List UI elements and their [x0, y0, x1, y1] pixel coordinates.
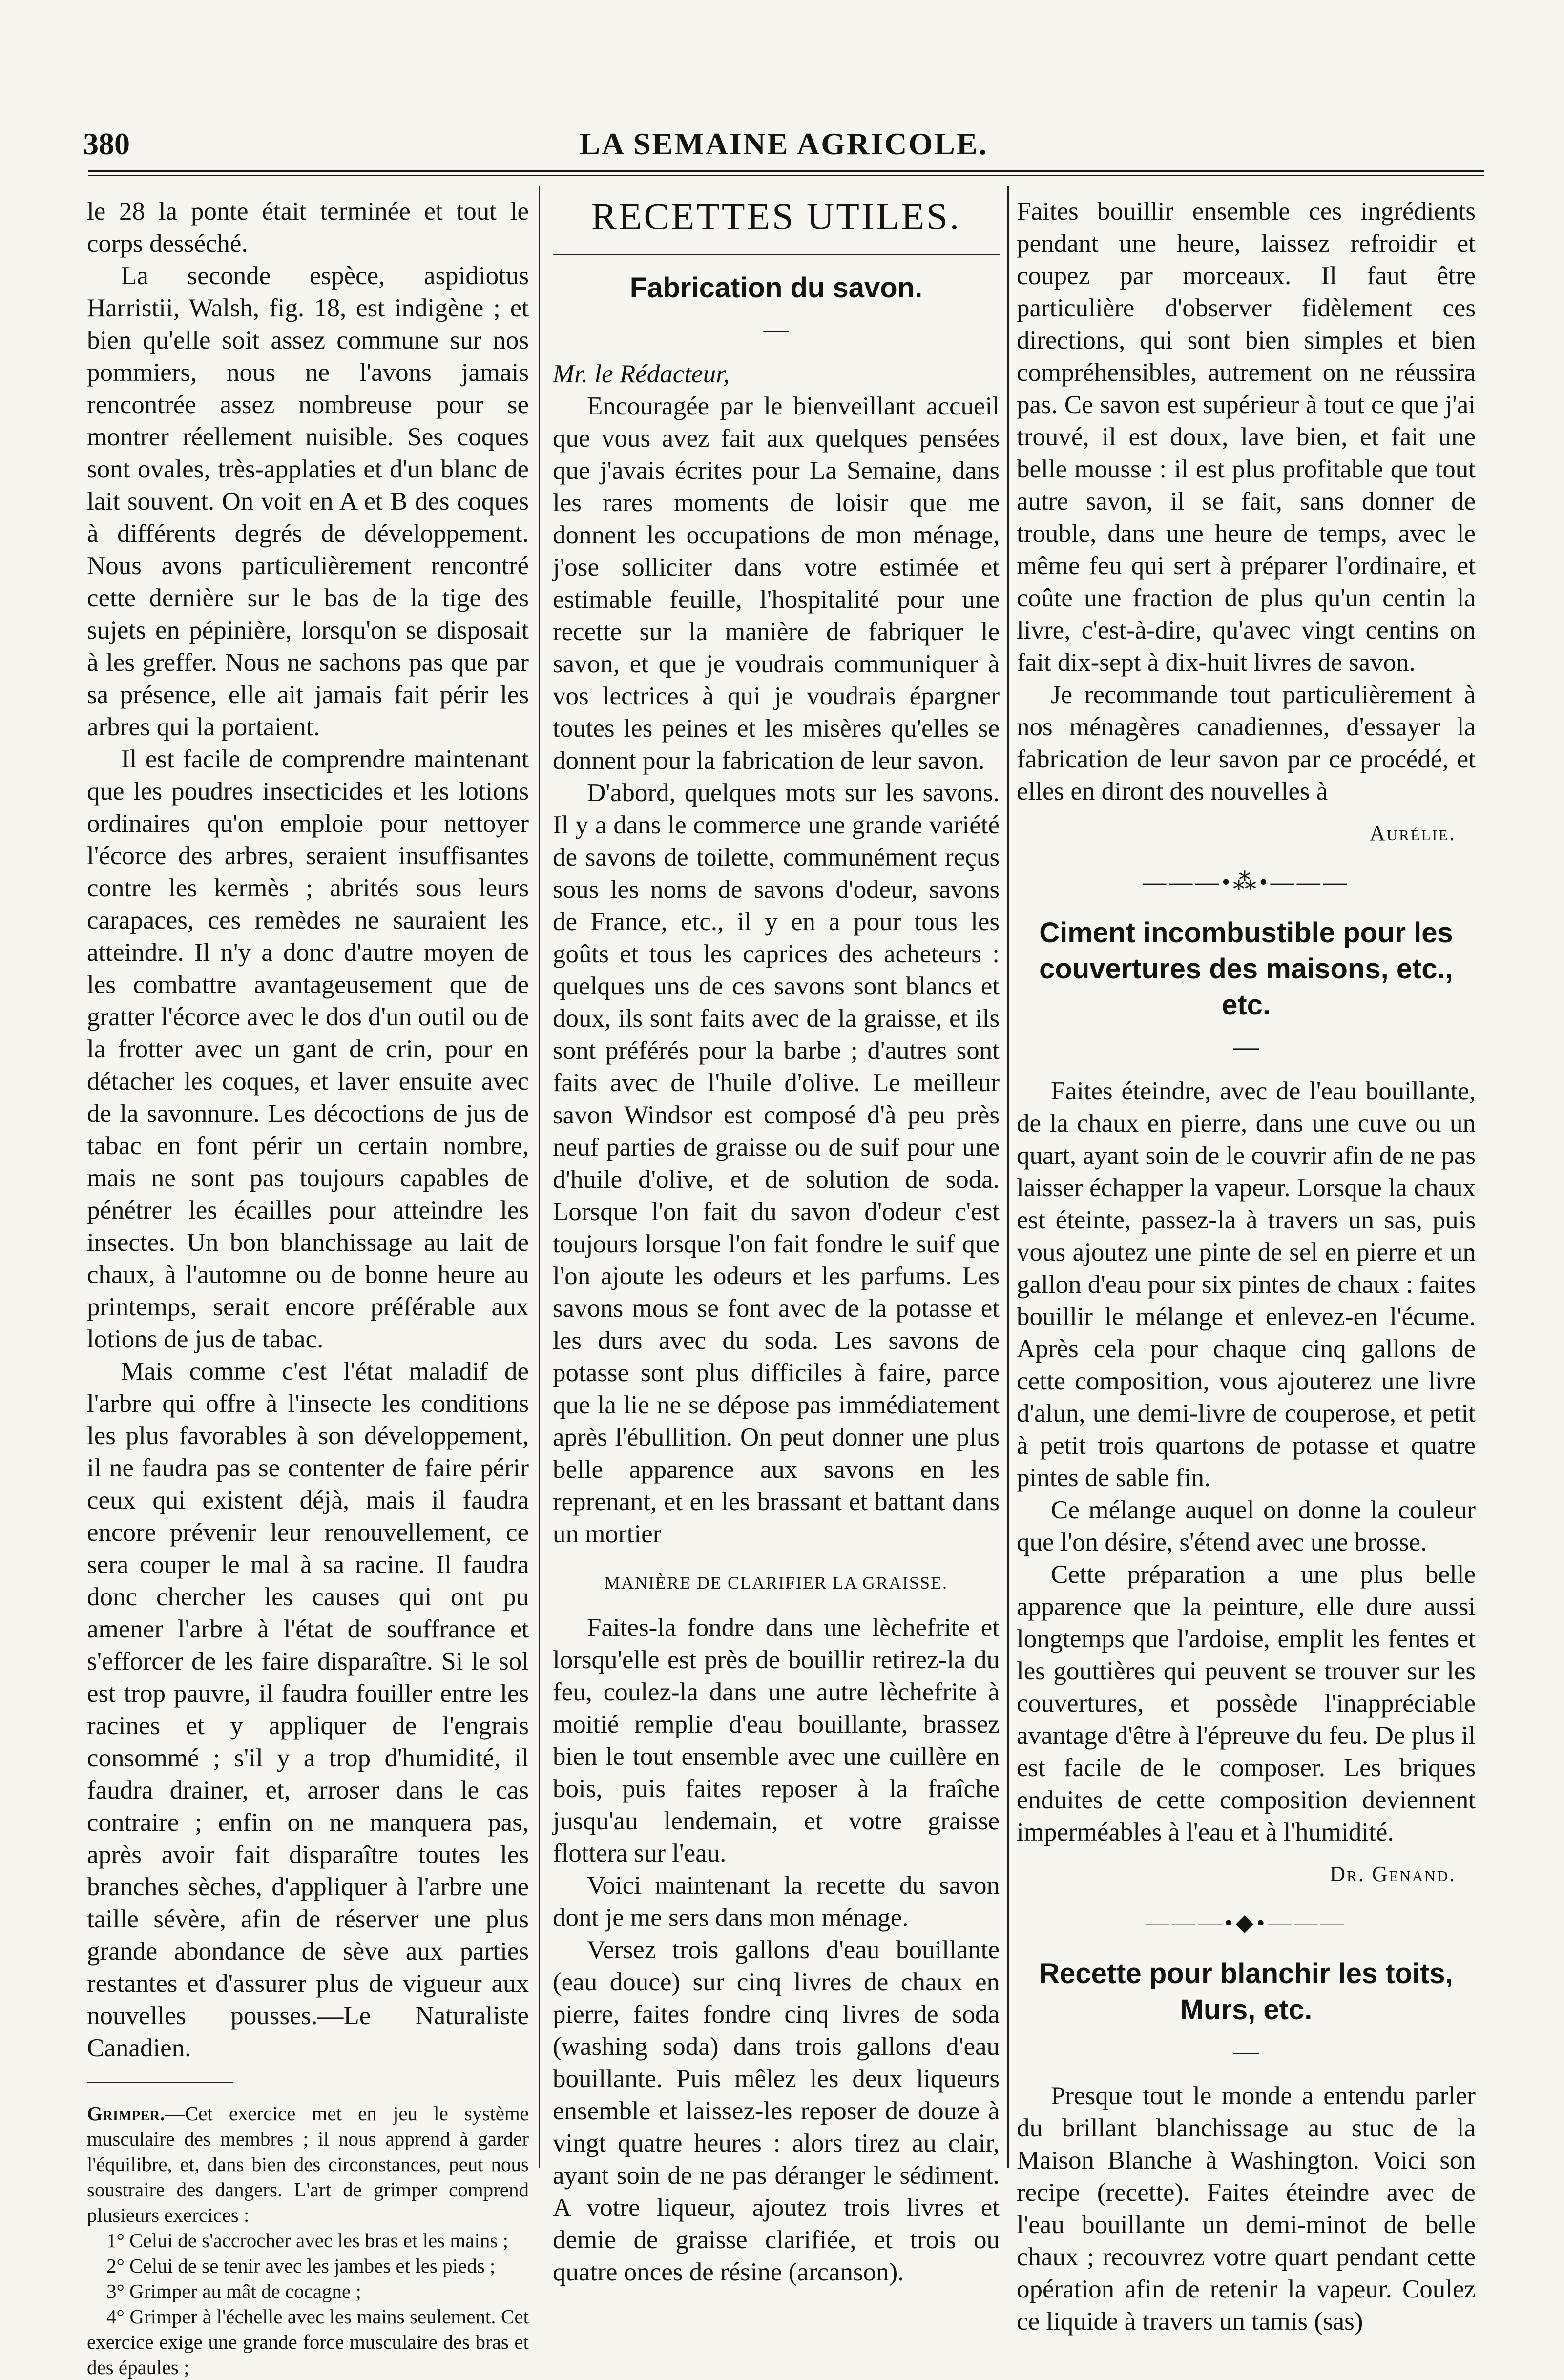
paragraph: Voici maintenant la recette du savon dont je me sers dans mon ménage.	[553, 1871, 1000, 1932]
footnote-rule	[87, 2082, 233, 2083]
running-title: LA SEMAINE AGRICOLE.	[579, 126, 988, 161]
paragraph: Je recommande tout particulièrement à nos ménagères canadiennes, d'essayer la fabrication de leur savon par ce procédé, et elles en diront des nouvelles à	[1017, 681, 1476, 806]
column-divider-1	[539, 186, 540, 2168]
paragraph: Faites-la fondre dans une lèchefrite et lorsqu'elle est près de bouillir retirez-la du feu, coulez-la dans une autre lèchefrite à moitié remplie d'eau bouillante, brassez bien le tout ensemble avec une cuillère en bois, puis faites reposer à la fraîche jusqu'au lendemain, et votre graisse flottera sur l'eau.	[553, 1614, 1000, 1867]
paragraph: Il est facile de comprendre maintenant que les poudres insecticides et les lotions ordinaires qu'on emploie pour nettoyer l'écorce des arbres, seraient insuffisantes contre les kermès ; abrités sous leurs carapaces, ces remèdes ne sauraient les atteindre. Il n'y a donc d'autre moyen de les combattre avantageusement que de gratter l'écorce avec le dos d'un outil ou de la frotter avec un gant de crin, pour en détacher les coques, et laver ensuite avec de la savonnure. Les décoctions de jus de tabac en font périr un certain nombre, mais ne sont pas toujours capables de pénétrer les écailles pour atteindre les insectes. Un bon blanchissage au lait de chaux, à l'automne ou de bonne heure au printemps, serait encore préférable aux lotions de jus de tabac.	[87, 745, 529, 1353]
page-number: 380	[83, 126, 130, 161]
sub-heading: MANIÈRE DE CLARIFIER LA GRAISSE.	[604, 1573, 948, 1593]
section-rule	[553, 254, 1000, 255]
column-3	[1017, 195, 1476, 2336]
footnote-intro: —Cet exercice met en jeu le système musculaire des membres ; il nous apprend à garder l'équilibre, et, dans bien des circonstances, peut nous soustraire des dangers. L'art de grimper comprend plusieurs exercices :	[87, 2102, 529, 2226]
footnote-item: 1° Celui de s'accrocher avec les bras et les mains ;	[106, 2229, 508, 2252]
paragraph: D'abord, quelques mots sur les savons. Il y a dans le commerce une grande variété de savons de toilette, communément reçus sous les noms de savons d'odeur, savons de France, etc., il y en a pour tous les goûts et tous les caprices des acheteurs : quelques uns de ces savons sont blancs et doux, ils sont faits avec de la graisse, et ils sont préférés pour la barbe ; d'autres sont faits avec de l'huile d'olive. Le meilleur savon Windsor est composé d'à peu près neuf parties de graisse ou de suif pour une d'huile d'olive, et de solution de soda. Lorsque l'on fait du savon d'odeur c'est toujours lorsque l'on fait fondre le suif que l'on ajoute les odeurs et les parfums. Les savons mous se font avec de la potasse et les durs avec du soda. Les savons de potasse sont plus difficiles à faire, parce que la lie ne se dépose pas immédiatement après l'ébullition. On peut donner une plus belle apparence aux savons en les reprenant, et en les brassant et battant dans un mortier	[553, 779, 1000, 1548]
header-rule	[88, 170, 1484, 176]
footnote-item: 2° Celui de se tenir avec les jambes et les pieds ;	[106, 2255, 496, 2277]
ornament: ———•◆•———	[1145, 1910, 1347, 1936]
salutation: Mr. le Rédacteur,	[553, 360, 730, 388]
footnote-item: 4° Grimper à l'échelle avec les mains seulement. Cet exercice exige une grande force musculaire des bras et des épaules ;	[87, 2305, 529, 2379]
column-divider-2	[1007, 186, 1009, 2168]
title-dash: —	[1233, 2038, 1259, 2066]
paragraph: Encouragée par le bienveillant accueil que vous avez fait aux quelques pensées que j'avais écrites pour La Semaine, dans les rares moments de loisir que me donnent les occupations de mon ménage, j'ose solliciter dans votre estimée et estimable feuille, l'hospitalité pour une recette sur la manière de fabriquer le savon, et que je voudrais communiquer à vos lectrices à qui je voudrais épargner toutes les peines et les misères qu'elles se donnent pour la fabrication de leur savon.	[553, 392, 1000, 775]
title-dash: —	[1233, 1033, 1259, 1061]
signature: Dr. Genand.	[1330, 1862, 1456, 1886]
paragraph: Faites éteindre, avec de l'eau bouillante, de la chaux en pierre, dans une cuve ou un quart, ayant soin de le couvrir afin de ne pas laisser échapper la vapeur. Lorsque la chaux est éteinte, passez-la à travers un sas, puis vous ajoutez une pinte de sel en pierre et un gallon d'eau pour six pintes de chaux : faites bouillir le mélange et enlevez-en l'écume. Après cela pour chaque cinq gallons de cette composition, vous ajouterez une livre d'alun, une demi-livre de couperose, et petit à petit trois quartons de potasse et quatre pintes de sable fin.	[1017, 1077, 1476, 1492]
title-dash: —	[763, 316, 789, 344]
article-title: Fabrication du savon.	[629, 272, 923, 304]
paragraph: La seconde espèce, aspidiotus Harristii, Walsh, fig. 18, est indigène ; et bien qu'elle soit assez commune sur nos pommiers, nous ne l'avons jamais rencontrée assez nombreuse pour se montrer réellement nuisible. Ses coques sont ovales, très-applaties et d'un blanc de lait souvent. On voit en A et B des coques à différents degrés de développement. Nous avons particulièrement rencontré cette dernière sur le bas de la tige des sujets en pépinière, lorsqu'on se disposait à les greffer. Nous ne sachons pas que par sa présence, elle ait jamais fait périr les arbres qui la portaient.	[87, 262, 529, 741]
paragraph: Faites bouillir ensemble ces ingrédients pendant une heure, laissez refroidir et coupez par morceaux. Il faut être particulière d'observer fidèlement ces directions, qui sont bien simples et bien compréhensibles, autrement on ne réussira pas. Ce savon est supérieur à tout ce que j'ai trouvé, il est doux, lave bien, et fait une belle mousse : il est plus profitable que tout autre savon, il se fait, sans donner de trouble, dans une heure de temps, avec le même feu qui sert à préparer l'ordinaire, et coûte une fraction de plus qu'un centin la livre, c'est-à-dire, qu'avec vingt centins on fait dix-sept à dix-huit livres de savon.	[1017, 197, 1476, 677]
paragraph: le 28 la ponte était terminée et tout le corps desséché.	[87, 197, 529, 258]
article-title: Recette pour blanchir les toits, Murs, etc.	[1039, 1958, 1453, 2026]
ornament: ———•⁂•———	[1143, 869, 1350, 895]
page-header	[83, 126, 1484, 175]
article-title: Ciment incombustible pour les couvertures des maisons, etc., etc.	[1039, 917, 1453, 1021]
paragraph: Versez trois gallons d'eau bouillante (eau douce) sur cinq livres de chaux en pierre, faites fondre cinq livres de soda (washing soda) dans trois gallons d'eau bouillante. Puis mêlez les deux liqueurs ensemble et laissez-les reposer de douze à vingt quatre heures : alors tirez au clair, ayant soin de ne pas déranger le sédiment. A votre liqueur, ajoutez trois livres et demie de graisse clarifiée, et trois ou quatre onces de résine (arcanson).	[553, 1936, 1000, 2286]
paragraph: Cette préparation a une plus belle apparence que la peinture, elle dure aussi longtemps que l'ardoise, emplit les fentes et les gouttières qui peuvent se trouver sur les couvertures, et possède l'inappréciable avantage d'être à l'épreuve du feu. De plus il est facile de le composer. Les briques enduites de cette composition deviennent imperméables à l'eau et à l'humidité.	[1017, 1560, 1476, 1846]
footnote	[87, 2101, 529, 2380]
signature: Aurélie.	[1370, 821, 1456, 845]
column-1	[87, 195, 529, 2379]
footnote-head: Grimper.	[87, 2102, 165, 2125]
paragraph: Mais comme c'est l'état maladif de l'arbre qui offre à l'insecte les conditions les plus favorables à son développement, il ne faudra pas se contenter de faire périr ceux qui existent déjà, mais il faudra encore prévenir leur renouvellement, ce sera couper le mal à sa racine. Il faudra donc chercher les causes qui ont pu amener l'arbre à l'état de souffrance et s'efforcer de les faire disparaître. Si le sol est trop pauvre, il faudra fouiller entre les racines et y appliquer de l'engrais consommé ; s'il y a trop d'humidité, il faudra drainer, et, arroser dans le cas contraire ; enfin on ne manquera pas, après avoir fait disparaître toutes les branches sèches, d'appliquer à l'arbre une taille sévère, afin de réserver une plus grande abondance de sève aux parties restantes et d'assurer plus de vigueur aux nouvelles pousses.—Le Naturaliste Canadien.	[87, 1357, 529, 2062]
paragraph: Presque tout le monde a entendu parler du brillant blanchissage au stuc de la Maison Blanche à Washington. Voici son recipe (recette). Faites éteindre avec de l'eau bouillante un demi-minot de belle chaux ; recouvrez votre quart pendant cette opération afin de retenir la vapeur. Coulez ce liquide à travers un tamis (sas)	[1017, 2082, 1476, 2336]
column-2	[553, 195, 1000, 2286]
section-title: RECETTES UTILES.	[591, 195, 961, 237]
paragraph: Ce mélange auquel on donne la couleur que l'on désire, s'étend avec une brosse.	[1017, 1496, 1476, 1556]
footnote-item: 3° Grimper au mât de cocagne ;	[106, 2280, 361, 2302]
